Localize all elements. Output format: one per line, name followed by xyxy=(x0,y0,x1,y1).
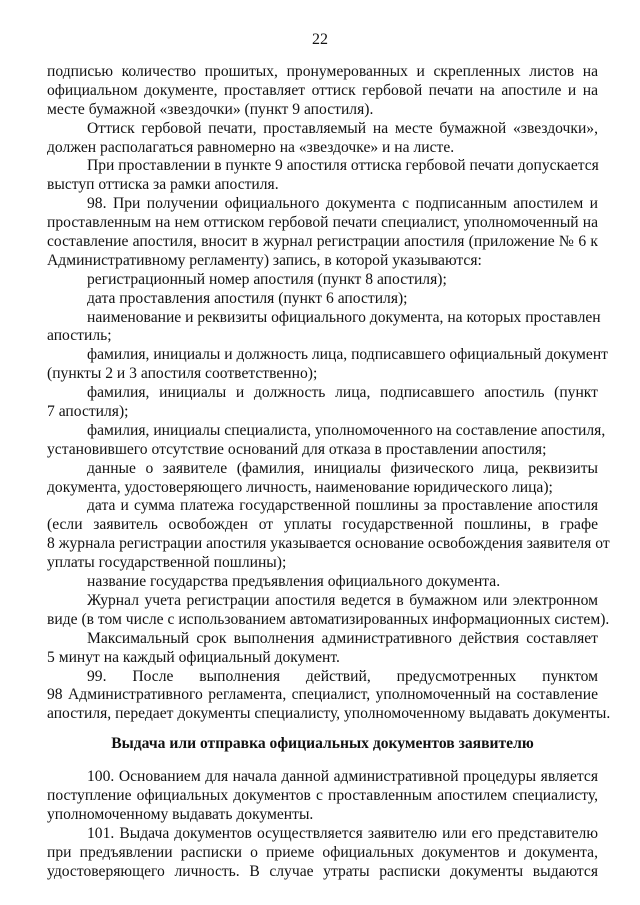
text-line: регистрационный номер апостиля (пункт 8 апостиля); xyxy=(87,270,447,288)
paragraph xyxy=(47,421,606,460)
text-line: 101. Выдача документов осуществляется заявителю или его представителю xyxy=(87,824,598,842)
text-line: удостоверяющего личность. В случае утраты расписки документы выдаются xyxy=(47,862,598,880)
text-line: 8 журнала регистрации апостиля указывается основание освобождения заявителя от xyxy=(47,535,610,553)
text-line: при предъявлении расписки о приеме официальных документов и документа, xyxy=(47,843,598,861)
text-line: месте бумажной «звездочки» (пункт 9 апостиля). xyxy=(47,100,374,118)
text-line: подписью количество прошитых, пронумерованных и скрепленных листов на xyxy=(47,63,598,80)
paragraph xyxy=(47,573,598,592)
text-line: При проставлении в пункте 9 апостиля оттиска гербовой печати допускается xyxy=(87,157,599,175)
text-line: 98. При получении официального документа с подписанным апостилем и xyxy=(87,195,598,213)
paragraph xyxy=(47,768,598,825)
text-line: уплаты государственной пошлины); xyxy=(47,554,287,572)
paragraph xyxy=(47,630,598,668)
paragraph xyxy=(47,384,598,422)
text-line: (пункты 2 и 3 апостиля соответственно); xyxy=(47,365,318,383)
text-line: Оттиск гербовой печати, проставляемый на месте бумажной «звездочки», xyxy=(87,119,598,137)
text-line: 98 Административного регламента, специалист, уполномоченный на составление xyxy=(47,686,598,704)
text-line: апостиля, передает документы специалисту, уполномоченному выдавать документы. xyxy=(47,705,611,723)
text-line: данные о заявителе (фамилия, инициалы физического лица, реквизиты xyxy=(87,459,598,477)
paragraph xyxy=(47,157,598,195)
paragraph xyxy=(47,460,598,498)
text-line: составление апостиля, вносит в журнал регистрации апостиля (приложение № 6 к xyxy=(47,233,598,251)
paragraph xyxy=(47,591,610,630)
text-line: 7 апостиля); xyxy=(47,403,129,421)
paragraph xyxy=(47,497,610,573)
text-line: наименование и реквизиты официального документа, на которых проставлен xyxy=(87,308,601,326)
text-line: фамилия, инициалы и должность лица, подписавшего апостиль (пункт xyxy=(87,384,598,402)
document-body xyxy=(47,63,611,881)
paragraph xyxy=(47,825,598,882)
paragraph xyxy=(47,290,598,309)
text-line: виде (в том числе с использованием автоматизированных информационных систем). xyxy=(47,610,610,628)
text-line: дата и сумма платежа государственной пошлины за проставление апостиля xyxy=(87,497,598,515)
section-apostille-registration xyxy=(47,63,611,724)
page-number: 22 xyxy=(312,31,328,48)
paragraph xyxy=(47,271,598,290)
paragraph xyxy=(47,120,598,158)
paragraph xyxy=(47,308,601,347)
text-line: Журнал учета регистрации апостиля ведется в бумажном или электронном xyxy=(87,591,598,609)
paragraph xyxy=(47,667,611,725)
text-line: 99. После выполнения действий, предусмотренных пунктом xyxy=(87,667,598,685)
text-line: проставленным на нем оттиском гербовой печати специалист, уполномоченный на xyxy=(47,214,598,232)
section-heading: Выдача или отправка официальных документов заявителю xyxy=(111,735,534,753)
text-line: 5 минут на каждый официальный документ. xyxy=(47,648,340,666)
text-line: должен располагаться равномерно на «звездочке» и на листе. xyxy=(47,138,455,156)
text-line: поступление официальных документов с проставленным апостилем специалисту, xyxy=(47,786,598,804)
text-line: уполномоченному выдавать документы. xyxy=(47,805,314,823)
paragraph xyxy=(47,346,608,384)
text-line: фамилия, инициалы специалиста, уполномоченного на составление апостиля, xyxy=(87,421,606,439)
text-line: выступ оттиска за рамки апостиля. xyxy=(47,176,279,194)
text-line: установившего отсутствие оснований для отказа в проставлении апостиля; xyxy=(47,440,547,458)
text-line: Административному регламенту) запись, в которой указываются: xyxy=(47,251,482,269)
text-line: фамилия, инициалы и должность лица, подписавшего официальный документ xyxy=(87,346,608,364)
text-line: официальном документе, проставляет оттиск гербовой печати на апостиле и на xyxy=(47,81,598,99)
text-line: название государства предъявления официального документа. xyxy=(87,573,501,591)
text-line: документа, удостоверяющего личность, наименование юридического лица); xyxy=(47,478,553,496)
text-line: Максимальный срок выполнения административного действия составляет xyxy=(87,629,598,647)
section-document-issuance xyxy=(47,768,598,881)
text-line: (если заявитель освобожден от уплаты государственной пошлины, в графе xyxy=(47,516,598,534)
paragraph xyxy=(47,195,598,271)
paragraph xyxy=(47,63,598,120)
text-line: дата проставления апостиля (пункт 6 апостиля); xyxy=(87,289,408,307)
text-line: 100. Основанием для начала данной административной процедуры является xyxy=(87,768,598,786)
text-line: апостиль; xyxy=(47,327,112,345)
